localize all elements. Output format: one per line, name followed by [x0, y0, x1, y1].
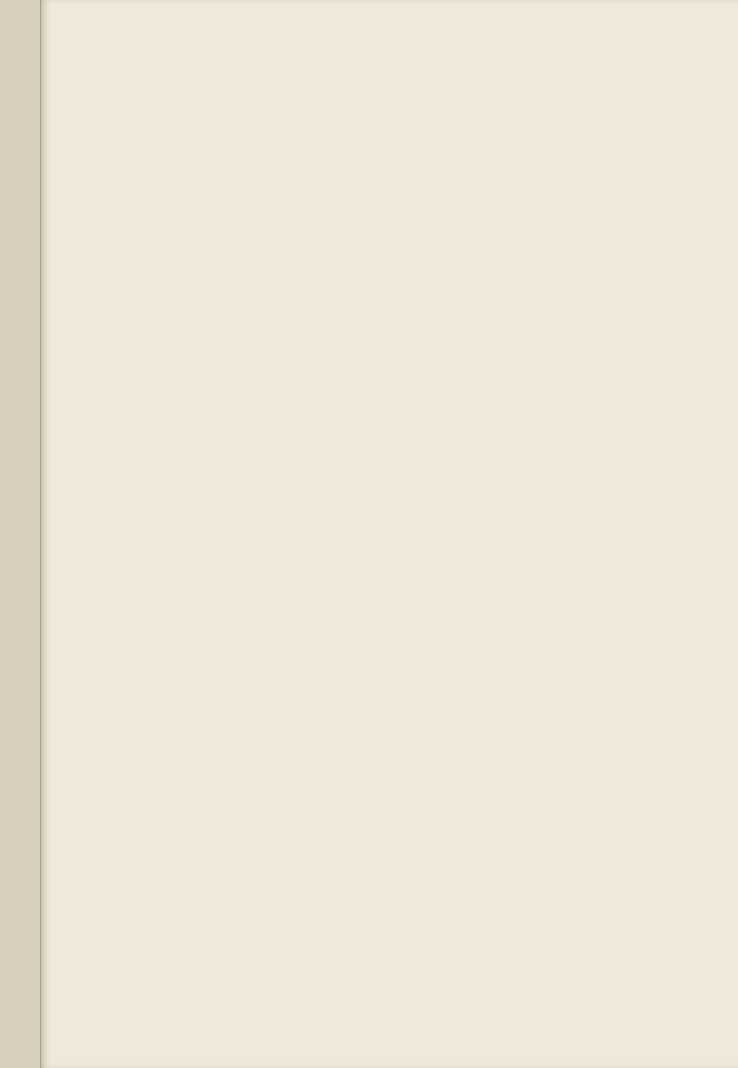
text-column-1 — [57, 140, 257, 1020]
magazine-page — [41, 0, 738, 1068]
text-column-3 — [488, 50, 698, 1010]
adjacent-page-edge — [0, 0, 41, 1068]
text-column-2 — [268, 140, 478, 1020]
